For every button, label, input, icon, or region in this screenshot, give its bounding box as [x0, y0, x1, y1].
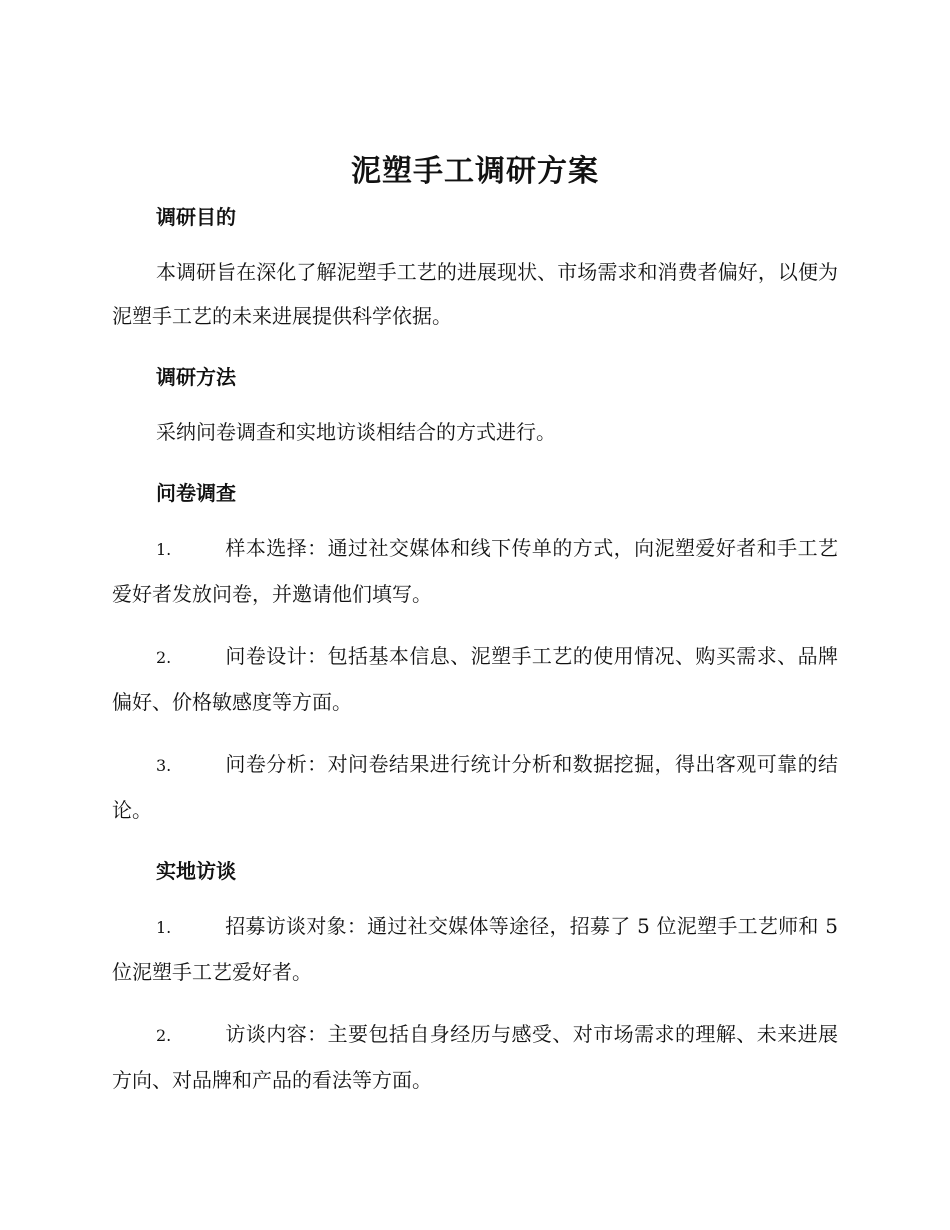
survey-list-item — [112, 526, 838, 616]
section-heading-interview: 实地访谈 — [156, 859, 236, 883]
list-item-text: 问卷分析：对问卷结果进行统计分析和数据挖掘，得出客观可靠的结论。 — [112, 752, 838, 822]
survey-list-item — [112, 634, 838, 724]
list-number: 1. — [156, 918, 172, 937]
list-number: 3. — [156, 756, 172, 775]
section-heading-method: 调研方法 — [156, 365, 236, 389]
section-heading-purpose: 调研目的 — [156, 205, 236, 229]
list-number: 1. — [156, 540, 172, 559]
list-item-text: 样本选择：通过社交媒体和线下传单的方式，向泥塑爱好者和手工艺爱好者发放问卷，并邀请他们填写。 — [112, 536, 838, 606]
purpose-paragraph: 本调研旨在深化了解泥塑手工艺的进展现状、市场需求和消费者偏好，以便为泥塑手工艺的未来进展提供科学依据。 — [112, 260, 838, 328]
list-item-text: 访谈内容：主要包括自身经历与感受、对市场需求的理解、未来进展方向、对品牌和产品的看法等方面。 — [112, 1022, 838, 1092]
survey-list-item — [112, 742, 838, 832]
method-paragraph: 采纳问卷调查和实地访谈相结合的方式进行。 — [156, 420, 556, 444]
list-number: 2. — [156, 648, 172, 667]
interview-list-item — [112, 904, 838, 994]
list-item-text: 招募访谈对象：通过社交媒体等途径，招募了 5 位泥塑手工艺师和 5 位泥塑手工艺爱好者。 — [112, 914, 838, 984]
document-title: 泥塑手工调研方案 — [351, 154, 599, 189]
interview-list-item — [112, 1012, 838, 1102]
list-number: 2. — [156, 1026, 172, 1045]
section-heading-survey: 问卷调查 — [156, 481, 236, 505]
list-item-text: 问卷设计：包括基本信息、泥塑手工艺的使用情况、购买需求、品牌偏好、价格敏感度等方面。 — [112, 644, 838, 714]
